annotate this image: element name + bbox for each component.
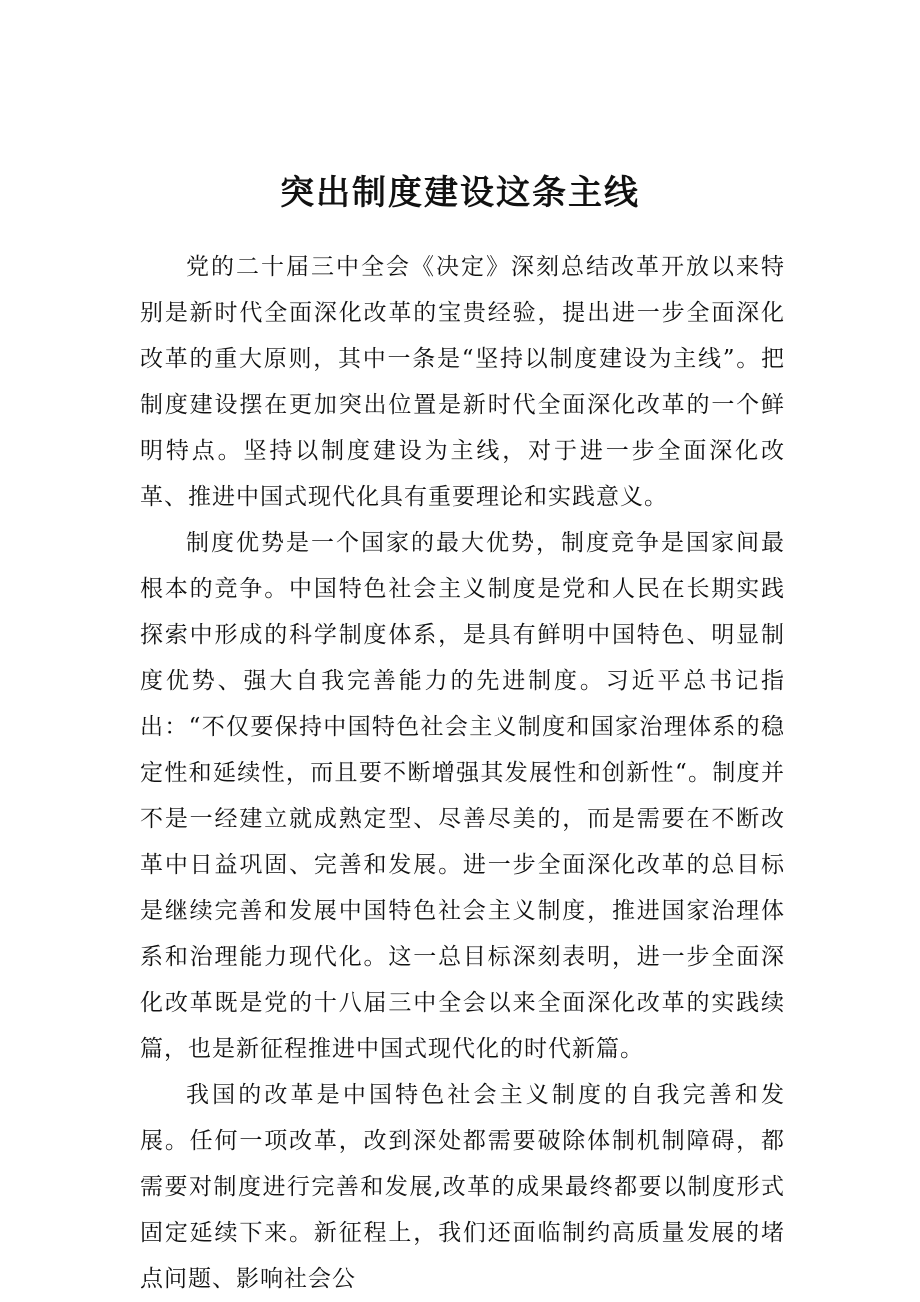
- document-body: [140, 244, 785, 1302]
- paragraph-3: 我国的改革是中国特色社会主义制度的自我完善和发展。任何一项改革，改到深处都需要破除体制机制障碍，都需要对制度进行完善和发展,改革的成果最终都要以制度形式固定延续下来。新征程上，我们还面临制约高质量发展的堵点问题、影响社会公: [140, 1082, 785, 1292]
- paragraph-1: 党的二十届三中全会《决定》深刻总结改革开放以来特别是新时代全面深化改革的宝贵经验，提出进一步全面深化改革的重大原则，其中一条是“坚持以制度建设为主线”。把制度建设摆在更加突出位置是新时代全面深化改革的一个鲜明特点。坚持以制度建设为主线，对于进一步全面深化改革、推进中国式现代化具有重要理论和实践意义。: [140, 254, 785, 510]
- paragraph-2: 制度优势是一个国家的最大优势，制度竞争是国家间最根本的竞争。中国特色社会主义制度是党和人民在长期实践探索中形成的科学制度体系，是具有鲜明中国特色、明显制度优势、强大自我完善能力的先进制度。习近平总书记指出：“不仅要保持中国特色社会主义制度和国家治理体系的稳定性和延续性，而且要不断增强其发展性和创新性“。制度并不是一经建立就成熟定型、尽善尽美的，而是需要在不断改革中日益巩固、完善和发展。进一步全面深化改革的总目标是继续完善和发展中国特色社会主义制度，推进国家治理体系和治理能力现代化。这一总目标深刻表明，进一步全面深化改革既是党的十八届三中全会以来全面深化改革的实践续篇，也是新征程推进中国式现代化的时代新篇。: [140, 530, 785, 1062]
- document-title: 突出制度建设这条主线: [280, 172, 640, 213]
